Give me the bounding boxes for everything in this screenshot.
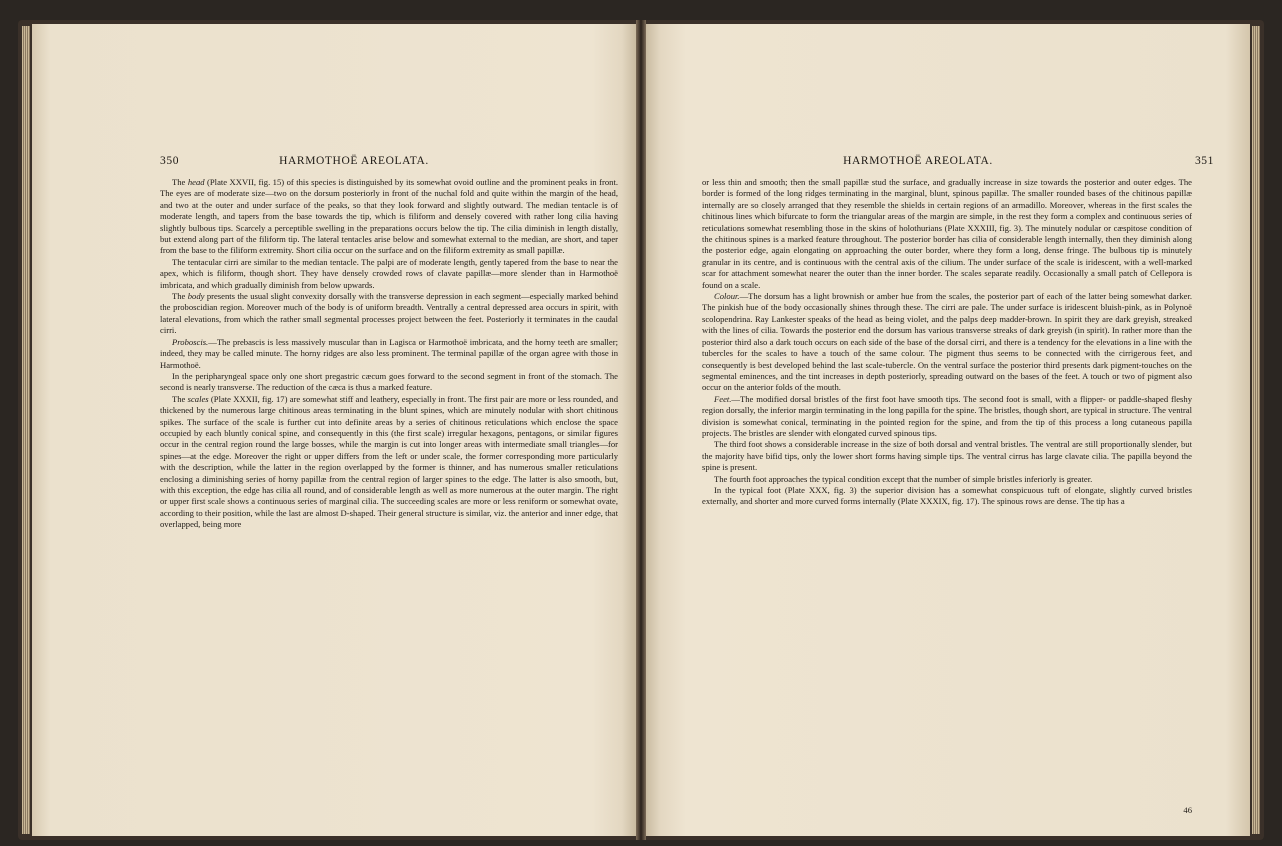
body: In the peripharyngeal space only one short pregastric cæcum goes forward to the second segment in front of the stomach. The second is nearly transverse. The reduction of the cæca is thus a marked feature.: [160, 370, 618, 393]
paragraph-third-foot: [702, 439, 1192, 473]
paragraph-body: The body presents the usual slight convexity dorsally with the transverse depression in each segment—especially marked behind the proboscidian region. Moreover much of the body is of uniform breadth. Ventrally a central depressed area occurs in spirit, with lateral elevations, from which the rather small segmental processes project between the feet. Posteriorly it terminates in the caudal cirri.: [160, 291, 618, 336]
paragraph-head: The head (Plate XXVII, fig. 15) of this species is distinguished by its somewhat ovoid outline and the prominent peaks in front. The eyes are of moderate size—two on the dorsum posteriorly in front of the nuchal fold and quite within the margin of the head, and two at the outer and under surface of the peaks, so that they look forward and slightly outward. The median tentacle is of moderate length, and tapers from the base towards the tip, which is filiform and densely covered with rather long cilia having slightly bulbous tips. Scarcely a perceptible swelling in the preparations occurs below the tip. The cilia diminish in length distally, but extend along part of the filiform tip. The lateral tentacles arise below and somewhat external to the median, are short, and taper from the base to the filiform extremity. Short cilia occur on the surface and on the filiform extremity as small papillæ.: [160, 177, 618, 256]
body: —The prebascis is less massively muscular than in Lagisca or Harmothoë imbricata, and the horny teeth are smaller; indeed, they may be called minute. The horny ridges are also less prominent. The terminal papillæ of the organ agree with those in Harmothoë.: [160, 336, 618, 370]
right-page-number: 351: [1194, 155, 1214, 167]
body: or less thin and smooth; then the small papillæ stud the surface, and gradually increase in size towards the posterior and outer edges. The border is formed of the long ridges terminating in the marginal, blunt, spinous papillæ. The smaller rounded bases of the chitinous papillæ internally are so closely arranged that they resemble the shields in certain regions of an armadillo. Moreover, whereas in the first scales the chitinous lines which bifurcate to form the triangular areas of the margin are simple, in the rest they form a complex and continuous series of reticulations somewhat resembling those in the skins of holothurians (Plate XXXIII, fig. 3). The minutely nodular or cæspitose condition of the chitinous spines is a marked feature throughout. The posterior border has cilia of considerable length internally, then they diminish along the posterior edge, again elongating on approaching the outer border, where they form a long, dense fringe. The bulbous tip is minutely granular in its centre, and is continuous with the central axis of the cilium. The under surface of the scale is iridescent, with a well-marked scar for attachment somewhat nearer the outer than the inner border. The scales separate readily. Occasionally a small patch of Cellepora is found on a scale.: [702, 177, 1192, 290]
signature-mark: 46: [1183, 805, 1192, 815]
body: The third foot shows a considerable increase in the size of both dorsal and ventral bristles. The ventral are still proportionally slender, but the majority have bifid tips, only the lower short forms having simple tips. The ventral cirrus has large clavate cilia. The papilla beyond the spine is present.: [702, 439, 1192, 473]
right-page: [646, 24, 1250, 836]
paragraph-feet: [702, 394, 1192, 440]
body: The tentacular cirri are similar to the median tentacle. The palpi are of moderate length, gently tapered from the base to near the apex, which is filiform, though short. They have densely crowded rows of clavate papillæ—more slender than in Harmothoë imbricata, and which gradually diminish from below upwards.: [160, 256, 618, 290]
body: (Plate XXVII, fig. 15) of this species is distinguished by its somewhat ovoid outline and the prominent peaks in front. The eyes are of moderate size—two on the dorsum posteriorly in front of the nuchal fold and quite within the margin of the head, and two at the outer and under surface of the peaks, so that they look forward and slightly outward. The median tentacle is of moderate length, and tapers from the base towards the tip, which is filiform and densely covered with rather long cilia having slightly bulbous tips. Scarcely a perceptible swelling in the preparations occurs below the tip. The cilia diminish in length distally, but extend along part of the filiform tip. The lateral tentacles arise below and somewhat external to the median, are short, and taper from the base to the filiform extremity. Short cilia occur on the surface and on the filiform extremity as small papillæ.: [160, 177, 618, 256]
page-edges-right: [1252, 26, 1260, 834]
left-page-number: 350: [160, 155, 180, 167]
paragraph-proboscis: [160, 337, 618, 371]
paragraph-fourth-foot: [702, 474, 1192, 485]
label: body: [187, 291, 205, 302]
right-page-title: HARMOTHOË AREOLATA.: [843, 155, 993, 167]
label: head: [187, 177, 205, 187]
left-page-title: HARMOTHOË AREOLATA.: [279, 155, 429, 167]
body: —The modified dorsal bristles of the first foot have smooth tips. The second foot is small, with a flipper- or paddle-shaped fleshy region dorsally, the inferior margin terminating in the long papilla for the spine. The bristles, though short, are typical in structure. The ventral division is somewhat conical, terminating in the pointed region for the spine, and from the tip of this process a long cutaneous papilla projects. The bristles are slender with elongated curved spinous tips.: [702, 393, 1192, 438]
label: Proboscis.: [172, 336, 209, 347]
paragraph-tentacular-cirri: [160, 257, 618, 291]
body: In the typical foot (Plate XXX, fig. 3) the superior division has a somewhat conspicuous tuft of elongate, slightly curved bristles externally, and shorter and more curved forms internally (Plate XXXIX, fig. 17). The spinous rows are dense. The tip has a: [702, 484, 1192, 507]
body: (Plate XXXII, fig. 17) are somewhat stiff and leathery, especially in front. The first pair are more or less rounded, and thickened by the numerous large chitinous areas terminating in the blunt spines, which are minutely nodular with short chitinous spikes. The surface of the scale is further cut into definite areas by a series of chitinous reticulations which enclose the space occupied by each bluntly conical spine, and consequently in this (the first scale) irregular hexagons, pentagons, or similar figures occur in the central region round the large bosses, while the margin is cut into longer areas with intermediate small triangles—for spines—at the edge. Moreover the right or upper differs from the left or under scale, the former corresponding more particularly with the description, while the latter in the region overlapped by the former is thinner, and has numerous smaller reticulations enclosing a diminishing series of horny papillæ from the central region of larger spines to the edge. The latter is also smooth, but, with this exception, the edge has cilia all round, and of considerable length as well as more numerous at the outer margin. The right or upper first scale shows a continuous series of marginal cilia. The succeeding scales are more or less reniform or somewhat ovate, according to their position, while the last are almost D-shaped. Their general structure is similar, viz. the anterior and inner edge, that overlapped, being more: [160, 393, 618, 530]
page-edges-left: [22, 26, 30, 834]
paragraph-peripharyngeal: [160, 371, 618, 394]
body: The fourth foot approaches the typical condition except that the number of simple bristles inferiorly is greater.: [714, 473, 1093, 484]
body: presents the usual slight convexity dorsally with the transverse depression in each segment—especially marked behind the proboscidian region. Moreover much of the body is of uniform breadth. Ventrally a central depressed area occurs in spirit, with lateral elevations, from which the rather small segmental processes project between the feet. Posteriorly it terminates in the caudal cirri.: [160, 291, 618, 336]
body: —The dorsum has a light brownish or amber hue from the scales, the posterior part of each of the latter being somewhat darker. The pinkish hue of the body occasionally shines through these. The cirri are pale. The under surface is iridescent bluish-pink, as in Polynoë scolopendrina. Ray Lankester speaks of the head as being violet, and the palps deep madder-brown. In spirit they are dark greyish, streaked with the lines of cilia. Towards the posterior end the dorsum has various transverse streaks of dark greyish (in spirit). In rather more than the posterior third also a dark touch occurs on each side of the base of the dorsal cirri, and there is a tendency for the elevations in a line with the tubercles for the scales to have a touch of the same colour. The pigment thus seems to be connected with the cirrigerous feet, and consequently is best developed behind the last scale-tubercle. On the ventral surface the posterior third presents dark pigment-touches on the segmental eminences, and the tint increases in depth posteriorly, spreading outward on the bases of the feet. A touch or two of pigment also occur on the anterior folds of the mouth.: [702, 291, 1192, 393]
paragraph-colour: [702, 291, 1192, 394]
paragraph-scales: The scales (Plate XXXII, fig. 17) are somewhat stiff and leathery, especially in front. The first pair are more or less rounded, and thickened by the numerous large chitinous areas terminating in the blunt spines, which are minutely nodular with short chitinous spikes. The surface of the scale is further cut into definite areas by a series of chitinous reticulations which enclose the space occupied by each bluntly conical spine, and consequently in this (the first scale) irregular hexagons, pentagons, or similar figures occur in the central region round the large bosses, while the margin is cut into longer areas with intermediate small triangles—for spines—at the edge. Moreover the right or upper differs from the left or under scale, the former corresponding more particularly with the description, while the latter in the region overlapped by the former is thinner, and has numerous smaller reticulations enclosing a diminishing series of horny papillæ from the central region of larger spines to the edge. The latter is also smooth, but, with this exception, the edge has cilia all round, and of considerable length as well as more numerous at the outer margin. The right or upper first scale shows a continuous series of marginal cilia. The succeeding scales are more or less reniform or somewhat ovate, according to their position, while the last are almost D-shaped. Their general structure is similar, viz. the anterior and inner edge, that overlapped, being more: [160, 393, 618, 530]
left-page: [32, 24, 636, 836]
paragraph-scales-continued: [702, 177, 1192, 291]
open-book: [18, 20, 1264, 840]
book-gutter: [636, 20, 646, 840]
right-page-text: [702, 177, 1192, 508]
label: Feet.: [714, 393, 732, 404]
label: Colour.: [714, 291, 740, 302]
paragraph-typical-foot: [702, 485, 1192, 508]
left-page-text: [160, 177, 618, 531]
label: scales: [187, 393, 209, 404]
